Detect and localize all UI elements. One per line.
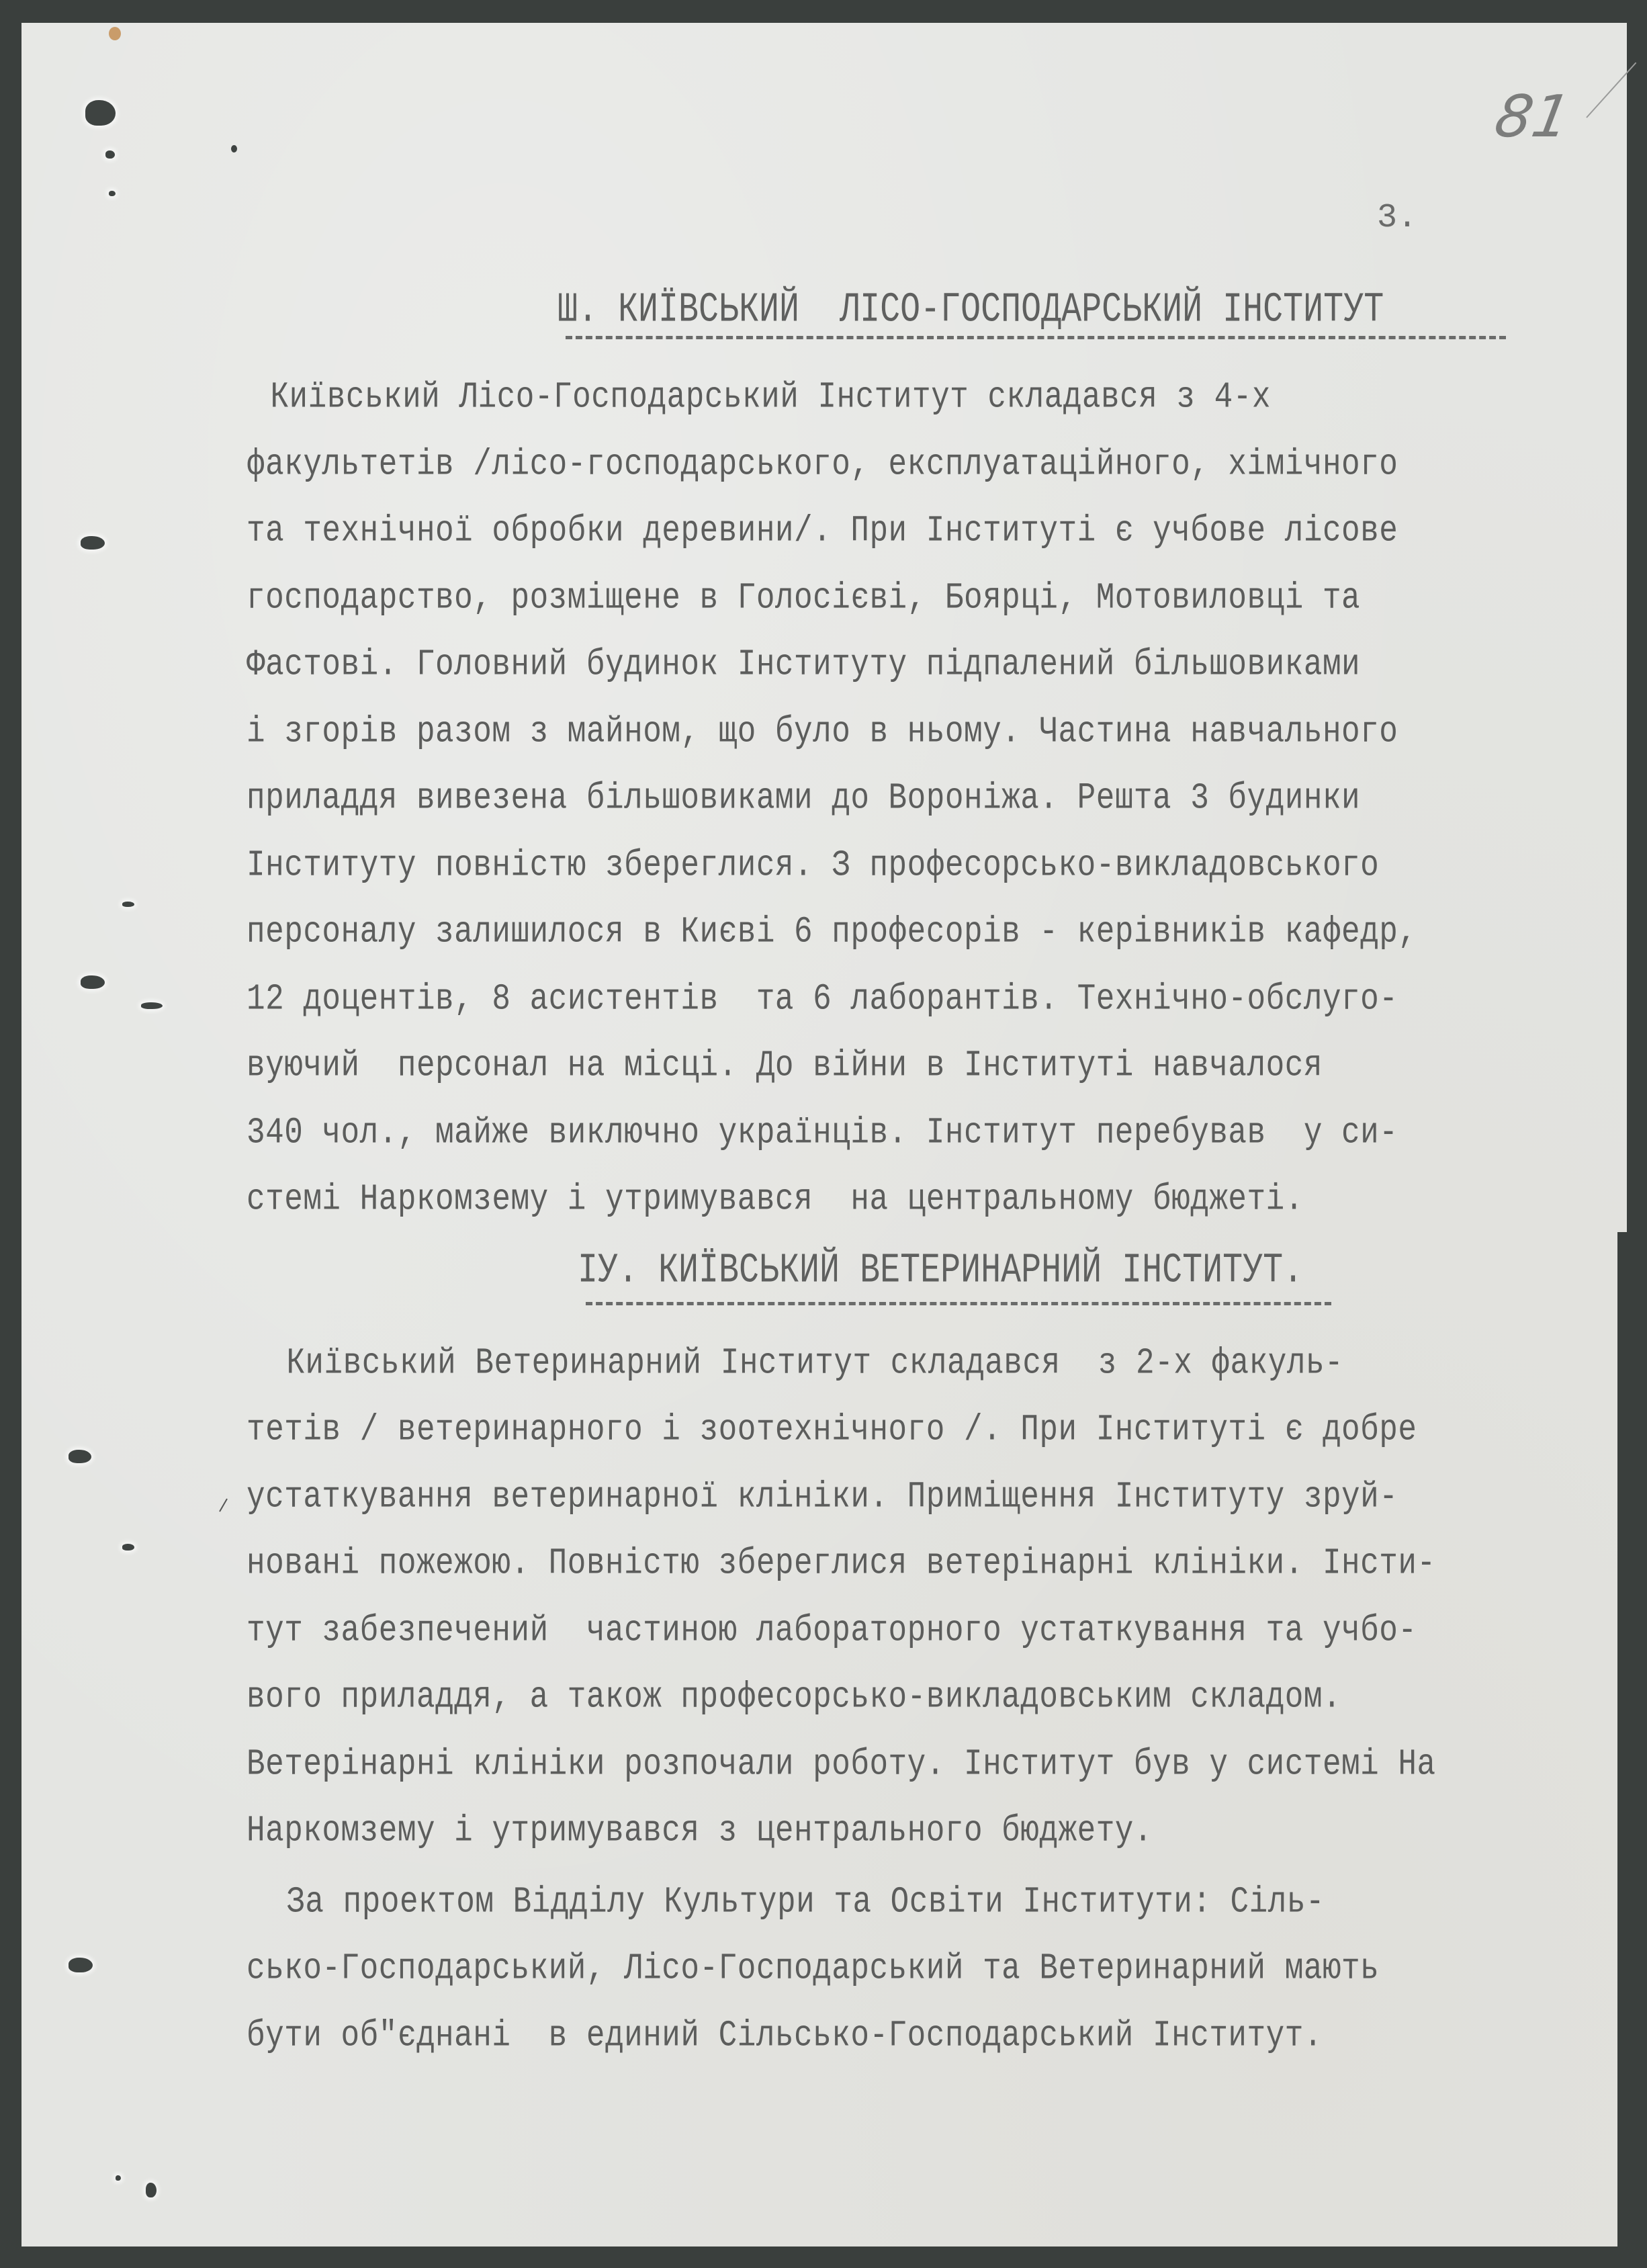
- text-line: бути об"єднані в единий Сільсько-Господарський Інститут.: [247, 2015, 1323, 2056]
- punch-hole: [105, 150, 115, 159]
- punch-hole: [146, 2183, 157, 2197]
- pencil-mark: [1586, 62, 1636, 118]
- text-line: факультетів /лісо-господарського, експлуатаційного, хімічного: [247, 443, 1398, 485]
- archive-folio-number: 81: [1490, 83, 1576, 150]
- text-line: тетів / ветеринарного і зоотехнічного /. При Інституті є добре: [247, 1409, 1417, 1450]
- text-line: Фастові. Головний будинок Інституту підпалений більшовиками: [247, 644, 1361, 685]
- text-line: новані пожежою. Повністю збереглися ветерінарні клініки. Інсти-: [247, 1542, 1436, 1584]
- text-line: Ветерінарні клініки розпочали роботу. Інститут був у системі На: [247, 1743, 1436, 1785]
- text-line: і згорів разом з майном, що було в ньому. Частина навчального: [247, 711, 1398, 752]
- punch-hole: [141, 1002, 163, 1009]
- punch-hole: [122, 1544, 134, 1551]
- punch-hole: [81, 975, 105, 989]
- heading-underline: [586, 1302, 1331, 1305]
- punch-hole: [69, 1450, 91, 1463]
- punch-hole: [69, 1958, 93, 1972]
- text-line: Інституту повністю збереглися. З професорсько-викладовського: [247, 844, 1380, 886]
- text-line: вого приладдя, а також професорсько-викладовським складом.: [247, 1676, 1342, 1718]
- document-page: [21, 23, 1627, 2247]
- text-line: стемі Наркомзему і утримувався на центральному бюджеті.: [247, 1178, 1304, 1220]
- text-line: та технічної обробки деревини/. При Інституті є учбове лісове: [247, 510, 1398, 552]
- text-line: тут забезпечений частиною лабораторного устаткування та учбо-: [247, 1610, 1417, 1651]
- text-line: За проектом Відділу Культури та Освіти Інститути: Сіль-: [230, 1881, 1325, 1923]
- pencil-mark: [219, 1498, 228, 1512]
- page-edge-shadow: [1617, 1232, 1627, 2247]
- punch-hole: [122, 902, 134, 907]
- rust-spot: [109, 27, 121, 40]
- text-line: Наркомзему і утримувався з центрального бюджету.: [247, 1810, 1153, 1851]
- text-line: господарство, розміщене в Голосієві, Боярці, Мотовиловці та: [247, 577, 1361, 619]
- text-line: вуючий персонал на місці. До війни в Інституті навчалося: [247, 1045, 1323, 1086]
- text-line: персоналу залишилося в Києві 6 професорів - керівників кафедр,: [247, 911, 1417, 953]
- text-line: сько-Господарський, Лісо-Господарський та Ветеринарний мають: [247, 1948, 1380, 1989]
- punch-hole: [116, 2175, 121, 2181]
- section-3-heading: Ш. КИЇВСЬКИЙ ЛІСО-ГОСПОДАРСЬКИЙ ІНСТИТУТ: [558, 286, 1384, 335]
- text-line: Київський Ветеринарний Інститут складався з 2-х факуль-: [230, 1342, 1344, 1384]
- text-line: 340 чол., майже виключно українців. Інститут перебував у си-: [247, 1112, 1398, 1153]
- text-line: 12 доцентів, 8 асистентів та 6 лаборантів. Технічно-обслуго-: [247, 978, 1398, 1020]
- ink-spot: [231, 145, 237, 152]
- punch-hole: [85, 100, 116, 126]
- heading-underline: [566, 336, 1506, 339]
- punch-hole: [81, 536, 105, 550]
- text-line: устаткування ветеринарної клініки. Приміщення Інституту зруй-: [247, 1476, 1398, 1518]
- page-number: 3.: [1377, 199, 1418, 237]
- text-line: Київський Лісо-Господарський Інститут складався з 4-х: [195, 376, 1271, 418]
- section-4-heading: ІУ. КИЇВСЬКИЙ ВЕТЕРИНАРНИЙ ІНСТИТУТ.: [578, 1247, 1304, 1295]
- punch-hole: [109, 191, 116, 196]
- text-line: приладдя вивезена більшовиками до Вороніжа. Решта 3 будинки: [247, 777, 1361, 819]
